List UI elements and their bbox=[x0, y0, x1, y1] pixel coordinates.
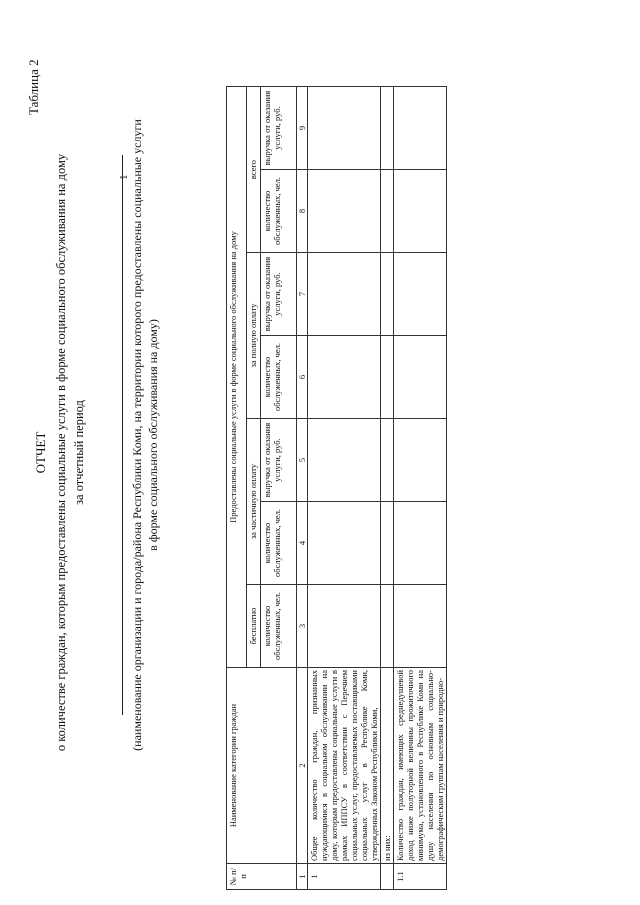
col-header-category: Наименование категории граждан bbox=[227, 668, 297, 864]
row-category-text: из них: bbox=[381, 668, 394, 864]
column-number: 4 bbox=[297, 502, 308, 585]
report-period: за отчетный период bbox=[72, 400, 86, 505]
row-number: 1.1 bbox=[394, 864, 447, 890]
organization-note-continued: в форме социального обслуживания на дому) bbox=[146, 319, 160, 551]
data-cell[interactable] bbox=[308, 419, 381, 502]
data-cell[interactable] bbox=[394, 502, 447, 585]
col-header-full-revenue: выручка от оказания услуги, руб. bbox=[261, 253, 297, 336]
column-number: 9 bbox=[297, 87, 308, 170]
row-category-text: Количество граждан, имеющих среднедушевой доход ниже полуторной величины прожиточного минимума, установленного в Республике Коми на душу населения по основным социально-демографическим группам населения и природно- bbox=[394, 668, 447, 864]
data-cell[interactable] bbox=[381, 419, 394, 502]
data-cell[interactable] bbox=[381, 170, 394, 253]
table-row bbox=[394, 87, 447, 890]
col-header-total: всего bbox=[247, 87, 261, 253]
data-cell[interactable] bbox=[308, 585, 381, 668]
column-number: 2 bbox=[297, 668, 308, 864]
col-header-full-count: количество обслуженных, чел. bbox=[261, 336, 297, 419]
report-subtitle: о количестве граждан, которым предоставлены социальные услуги в форме социального обслуживания на дому bbox=[54, 153, 68, 752]
col-header-partial-revenue: выручка от оказания услуги, руб. bbox=[261, 419, 297, 502]
report-table bbox=[226, 86, 447, 890]
column-number: 8 bbox=[297, 170, 308, 253]
data-cell[interactable] bbox=[394, 336, 447, 419]
data-cell[interactable] bbox=[308, 336, 381, 419]
data-cell[interactable] bbox=[394, 585, 447, 668]
footnote-mark: 1 bbox=[118, 174, 130, 180]
report-title: ОТЧЕТ bbox=[33, 431, 48, 474]
table-row bbox=[381, 87, 394, 890]
data-cell[interactable] bbox=[381, 336, 394, 419]
data-cell[interactable] bbox=[381, 502, 394, 585]
organization-name-line bbox=[122, 155, 123, 715]
row-number bbox=[381, 864, 394, 890]
col-header-free-count: количество обслуженных, чел. bbox=[261, 585, 297, 668]
row-number: 1 bbox=[308, 864, 381, 890]
data-cell[interactable] bbox=[394, 253, 447, 336]
col-header-full-payment: за полную оплату bbox=[247, 253, 261, 419]
col-header-number: № п/п bbox=[227, 864, 297, 890]
data-cell[interactable] bbox=[394, 170, 447, 253]
data-cell[interactable] bbox=[381, 87, 394, 170]
column-number: 3 bbox=[297, 585, 308, 668]
column-number: 6 bbox=[297, 336, 308, 419]
table-row bbox=[308, 87, 381, 890]
col-header-partial-payment: за частичную оплату bbox=[247, 419, 261, 585]
data-cell[interactable] bbox=[381, 253, 394, 336]
col-header-partial-count: количество обслуженных, чел. bbox=[261, 502, 297, 585]
data-cell[interactable] bbox=[394, 419, 447, 502]
data-cell[interactable] bbox=[308, 87, 381, 170]
data-cell[interactable] bbox=[308, 253, 381, 336]
data-cell[interactable] bbox=[394, 87, 447, 170]
col-header-free: бесплатно bbox=[247, 585, 261, 668]
organization-note: (наименование организации и города/района Республики Коми, на территории которого предоставлены социальные услуги bbox=[130, 119, 144, 751]
col-header-services-provided: Предоставлены социальные услуги в форме социального обслуживания на дому bbox=[227, 87, 247, 668]
data-cell[interactable] bbox=[381, 585, 394, 668]
data-cell[interactable] bbox=[308, 170, 381, 253]
row-category-text: Общее количество граждан, признанных нуждающимися в социальном обслуживании на дому, которым предоставлены социальные услуги в рамках ИППСУ в соответствии с Перечнем социальных услуг, предоставляемых поставщиками социальных услуг в Республике Коми, утвержденных Законом Республики Коми, bbox=[308, 668, 381, 864]
table-number-label: Таблица 2 bbox=[26, 59, 41, 115]
col-header-total-count: количество обслуженных, чел. bbox=[261, 170, 297, 253]
col-header-total-revenue: выручка от оказания услуги, руб. bbox=[261, 87, 297, 170]
data-cell[interactable] bbox=[308, 502, 381, 585]
column-number: 5 bbox=[297, 419, 308, 502]
column-number: 1 bbox=[297, 864, 308, 890]
column-number: 7 bbox=[297, 253, 308, 336]
